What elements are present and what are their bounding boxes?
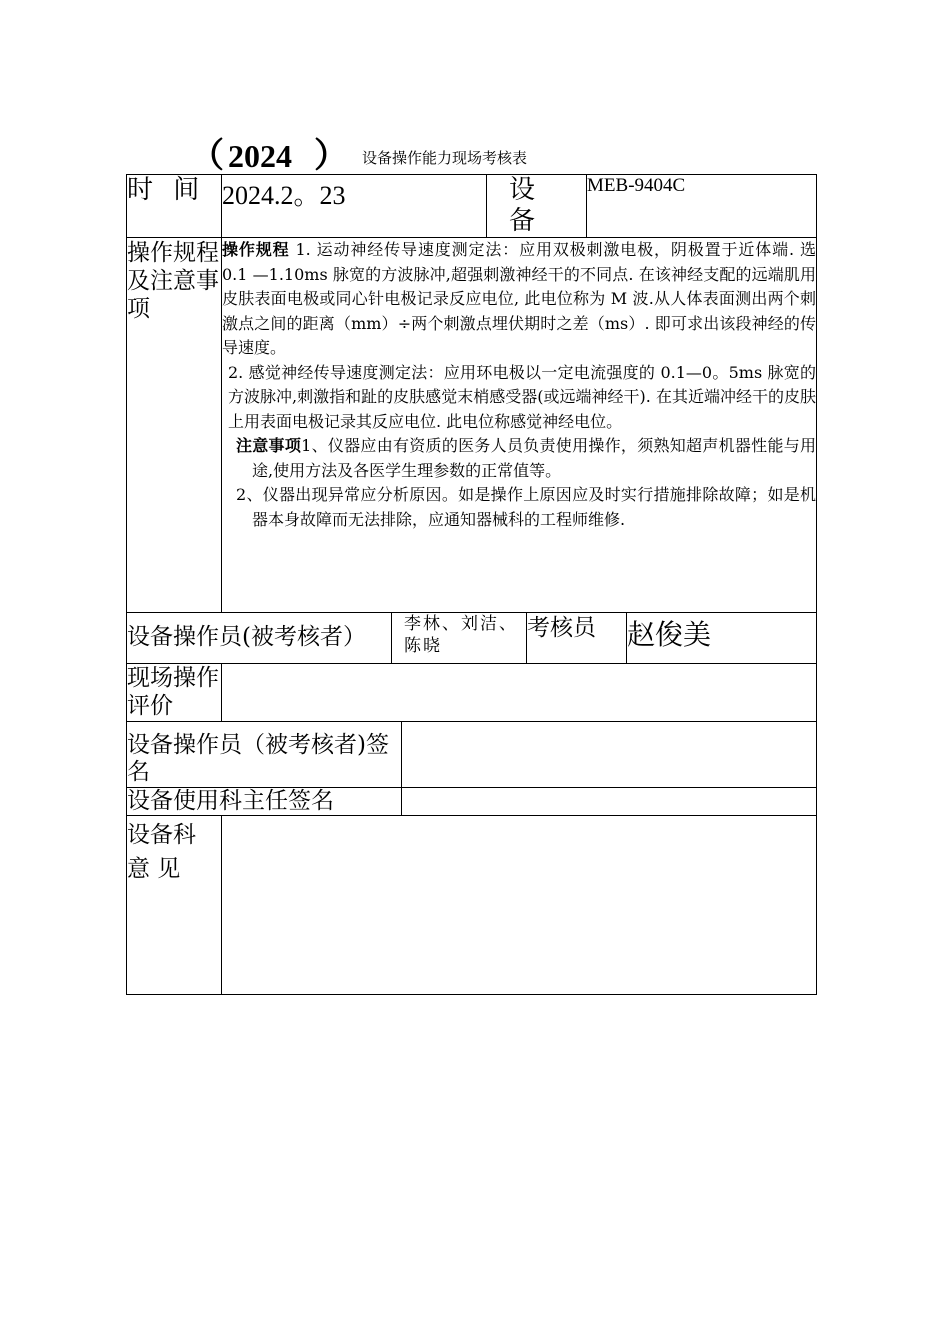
dept-opinion-field[interactable] (222, 815, 817, 994)
title-year: 2024 (228, 138, 292, 174)
row-dept-opinion (127, 815, 817, 994)
assessment-form (126, 174, 817, 995)
procedure-label: 操作规程及注意事项 (127, 238, 222, 613)
time-value: 2024.2。23 (222, 175, 487, 238)
director-sign-label: 设备使用科主任签名 (127, 787, 402, 815)
assessor-value: 赵俊美 (627, 613, 817, 664)
row-time-device (127, 175, 817, 238)
row-director-sign (127, 787, 817, 815)
evaluation-label: 现场操作评价 (127, 664, 222, 721)
title-open-paren: （ (190, 138, 224, 175)
device-label: 设 备 (487, 175, 587, 238)
notes-heading: 注意事项 (236, 436, 302, 456)
time-label: 时 间 (127, 175, 222, 238)
procedure-content (222, 238, 817, 613)
title-close-paren: ） (314, 138, 348, 175)
title-text: 设备操作能力现场考核表 (362, 149, 528, 167)
note-item-1: 注意事项1、仪器应由有资质的医务人员负责使用操作，须熟知超声机器性能与用途,使用方法及各医学生理参数的正常值等。 (236, 436, 817, 480)
evaluation-field[interactable] (222, 664, 817, 721)
device-value: MEB-9404C (587, 175, 817, 238)
procedure-item-2: 2. 感觉神经传导速度测定法：应用环电极以一定电流强度的 0.1—0。5ms 脉宽的方波脉冲,刺激指和趾的皮肤感觉末梢感受器(或远端神经干). 在其近端冲经干的皮肤上用表面电极记录其反应电位. 此电位称感觉神经电位。 (228, 362, 817, 431)
procedure-heading: 操作规程 (222, 240, 290, 260)
row-operator-sign (127, 721, 817, 787)
operator-sign-field[interactable] (402, 721, 817, 787)
row-procedure (127, 238, 817, 613)
assessor-label: 考核员 (527, 613, 627, 664)
page-title (190, 128, 528, 175)
procedure-item-1: 操作规程 1. 运动神经传导速度测定法：应用双极刺激电极，阴极置于近体端. 选 0.1 —1.10ms 脉宽的方波脉冲,超强刺激神经干的不同点. 在该神经支配的远端肌用皮肤表面电极或同心针电极记录反应电位, 此电位称为 M 波.从人体表面测出两个刺激点之间的距离（mm）÷两个刺激点埋伏期时之差（ms）. 即可求出该段神经的传导速度。 (222, 240, 817, 358)
operator-names: 李林、刘洁、陈晓 (392, 613, 527, 664)
note-item-2: 2、仪器出现异常应分析原因。如是操作上原因应及时实行措施排除故障；如是机器本身故障而无法排除，应通知器械科的工程师维修. (236, 485, 817, 529)
operator-label: 设备操作员(被考核者） (127, 613, 392, 664)
dept-opinion-label: 设备科 意 见 (127, 815, 222, 994)
notes-block (222, 434, 816, 532)
director-sign-field[interactable] (402, 787, 817, 815)
row-operator (127, 613, 817, 664)
operator-sign-label: 设备操作员（被考核者)签名 (127, 721, 402, 787)
row-evaluation (127, 664, 817, 721)
